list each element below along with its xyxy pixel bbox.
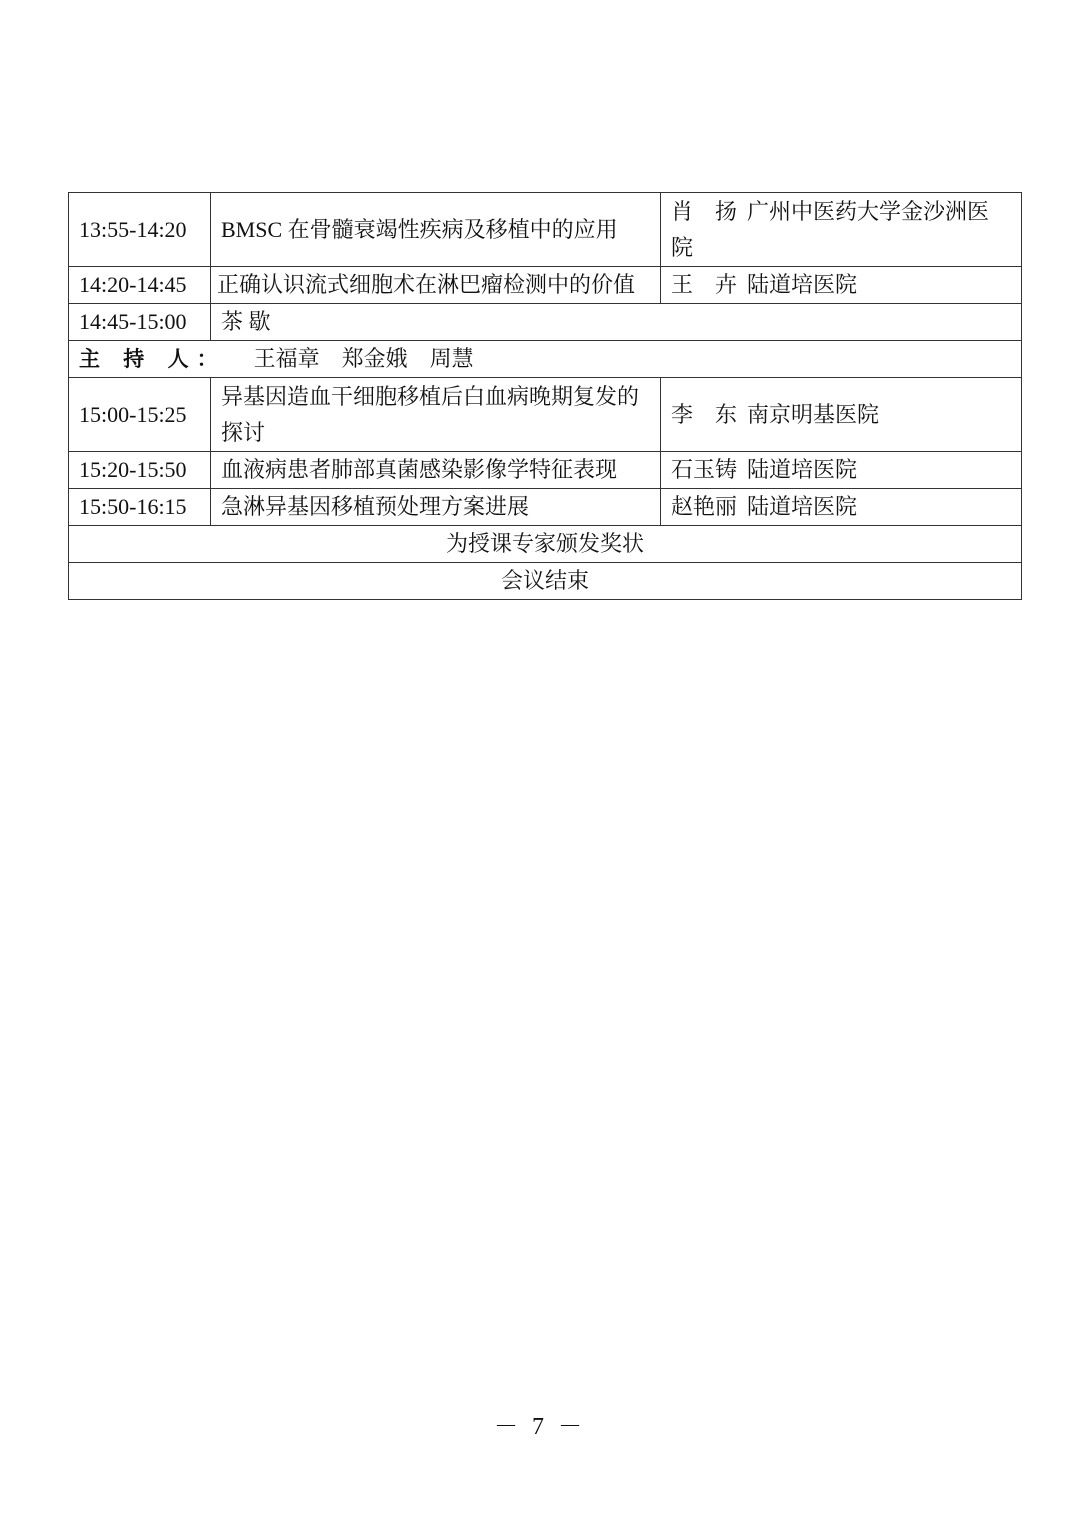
table-row <box>69 267 1022 304</box>
session-time: 15:20-15:50 <box>69 452 211 489</box>
session-time: 13:55-14:20 <box>69 193 211 267</box>
speaker-institution: 陆道培医院 <box>747 494 858 519</box>
session-speaker <box>661 193 1022 267</box>
speaker-name: 王 卉 <box>671 272 738 297</box>
session-time: 14:45-15:00 <box>69 304 211 341</box>
host-label: 主 持 人： <box>79 347 226 371</box>
table-row <box>69 341 1022 378</box>
host-row <box>69 341 1022 378</box>
table-row <box>69 193 1022 267</box>
speaker-name: 李 东 <box>671 401 738 427</box>
speaker-institution: 陆道培医院 <box>747 272 858 297</box>
session-topic: BMSC 在骨髓衰竭性疾病及移植中的应用 <box>211 193 661 267</box>
table-row <box>69 378 1022 452</box>
speaker-institution: 南京明基医院 <box>747 401 880 427</box>
speaker-name: 赵艳丽 <box>671 494 738 519</box>
table-row <box>69 304 1022 341</box>
tea-break-label: 茶 歇 <box>211 304 1022 341</box>
speaker-name: 石玉铸 <box>671 457 738 482</box>
session-time: 14:20-14:45 <box>69 267 211 304</box>
session-speaker <box>661 452 1022 489</box>
table-row <box>69 489 1022 526</box>
session-topic: 异基因造血干细胞移植后白血病晚期复发的探讨 <box>211 378 661 452</box>
session-time: 15:00-15:25 <box>69 378 211 452</box>
speaker-name: 肖 扬 <box>671 198 738 224</box>
table-row <box>69 452 1022 489</box>
meeting-end-row: 会议结束 <box>69 563 1022 600</box>
session-speaker <box>661 378 1022 452</box>
host-name: 周慧 <box>429 346 474 371</box>
page-number: － 7 － <box>494 1414 586 1440</box>
session-topic: 正确认识流式细胞术在淋巴瘤检测中的价值 <box>211 267 661 304</box>
speaker-institution: 陆道培医院 <box>747 457 858 482</box>
host-name: 王福章 <box>253 346 320 371</box>
session-time: 15:50-16:15 <box>69 489 211 526</box>
host-names <box>254 346 496 371</box>
host-name: 郑金娥 <box>341 346 408 371</box>
session-topic: 血液病患者肺部真菌感染影像学特征表现 <box>211 452 661 489</box>
speaker-institution: 广州中医药大学金沙洲医院 <box>671 198 990 260</box>
session-topic: 急淋异基因移植预处理方案进展 <box>211 489 661 526</box>
award-ceremony-row: 为授课专家颁发奖状 <box>69 526 1022 563</box>
session-speaker <box>661 267 1022 304</box>
session-speaker <box>661 489 1022 526</box>
table-row <box>69 563 1022 600</box>
table-row <box>69 526 1022 563</box>
schedule-table <box>68 192 1022 600</box>
